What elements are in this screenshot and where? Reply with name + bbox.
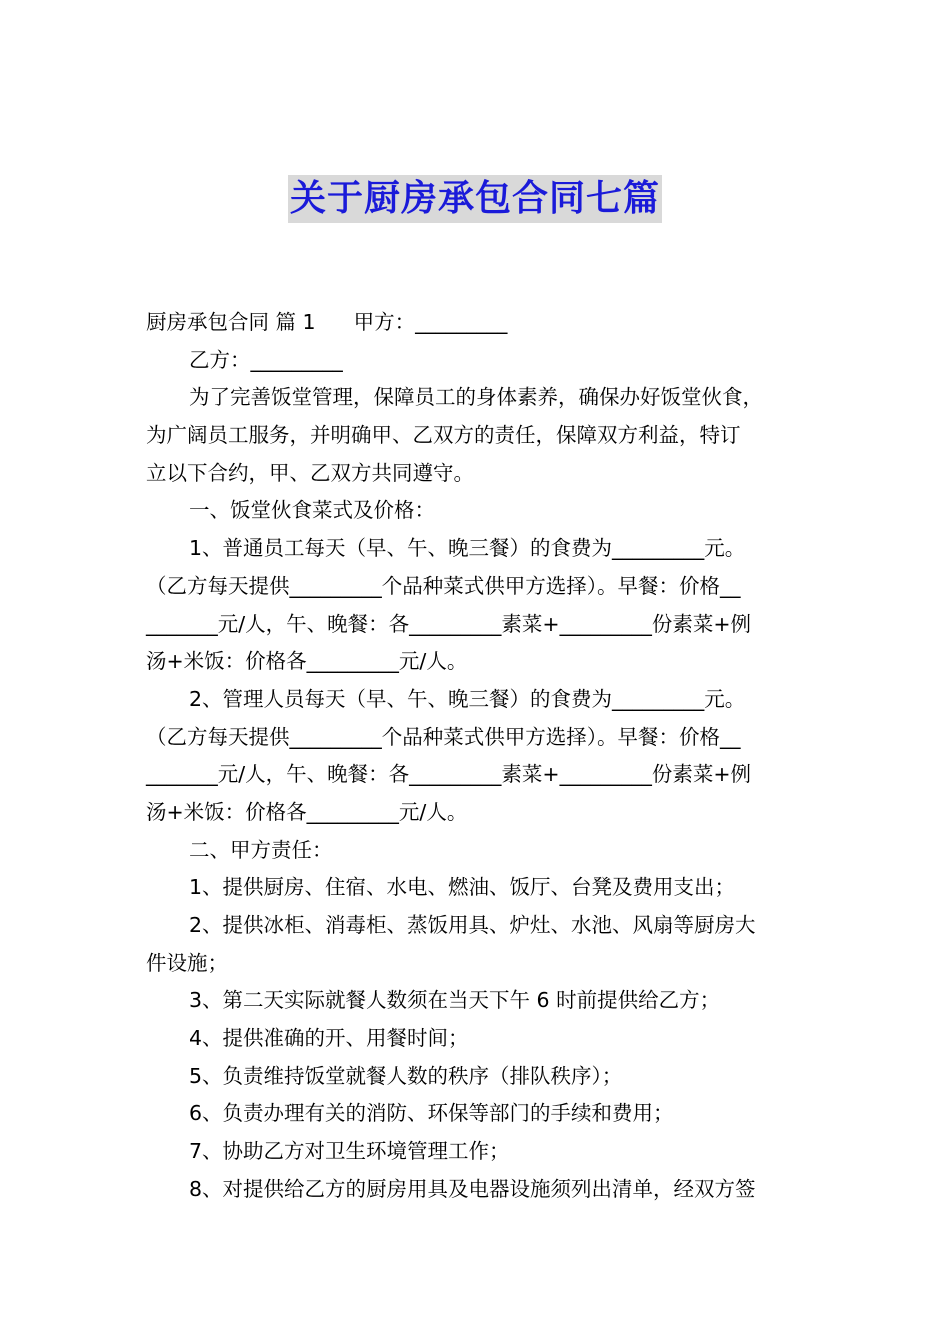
text-line: _______元/人，午、晚餐：各_________素菜+_________份素菜+例 <box>146 611 752 636</box>
text-line: 一、饭堂伙食菜式及价格： <box>189 498 435 523</box>
text-line: 7、协助乙方对卫生环境管理工作； <box>189 1139 510 1164</box>
text-line: 5、负责维持饭堂就餐人数的秩序（排队秩序）； <box>189 1063 623 1088</box>
text-line: 为广阔员工服务，并明确甲、乙双方的责任，保障双方利益，特订 <box>146 423 741 448</box>
text-line: 汤+米饭：价格各_________元/人。 <box>146 799 468 824</box>
title-container <box>0 175 950 223</box>
text-line: 8、对提供给乙方的厨房用具及电器设施须列出清单，经双方签 <box>189 1176 756 1201</box>
text-line: 2、提供冰柜、消毒柜、蒸饭用具、炉灶、水池、风扇等厨房大 <box>189 913 756 937</box>
paragraph-lines <box>146 342 814 1209</box>
text-line: 乙方：_________ <box>189 347 343 372</box>
text-line: 4、提供准确的开、用餐时间； <box>189 1026 469 1051</box>
party-a-field: 甲方：_________ <box>353 310 508 334</box>
text-line: 1、提供厨房、住宿、水电、燃油、饭厅、台凳及费用支出； <box>189 875 736 900</box>
text-line: 3、第二天实际就餐人数须在当天下午 6 时前提供给乙方； <box>189 988 721 1013</box>
document-body <box>146 304 814 1209</box>
text-line: （乙方每天提供_________个品种菜式供甲方选择）。早餐：价格__ <box>146 573 741 598</box>
document-title: 关于厨房承包合同七篇 <box>288 175 662 223</box>
text-line: 二、甲方责任： <box>189 837 333 862</box>
text-line: 立以下合约，甲、乙双方共同遵守。 <box>146 460 474 485</box>
text-line: 2、管理人员每天（早、午、晚三餐）的食费为_________元。 <box>189 686 746 711</box>
text-line: （乙方每天提供_________个品种菜式供甲方选择）。早餐：价格__ <box>146 724 741 749</box>
text-line: 汤+米饭：价格各_________元/人。 <box>146 649 468 674</box>
text-line: _______元/人，午、晚餐：各_________素菜+_________份素菜+例 <box>146 762 752 787</box>
text-line: 1、普通员工每天（早、午、晚三餐）的食费为_________元。 <box>189 536 746 561</box>
header-line <box>146 304 814 342</box>
text-line: 6、负责办理有关的消防、环保等部门的手续和费用； <box>189 1101 674 1126</box>
text-line: 件设施； <box>146 950 228 975</box>
section-title: 厨房承包合同 篇 1 <box>146 310 316 334</box>
text-line: 为了完善饭堂管理，保障员工的身体素养，确保办好饭堂伙食， <box>189 385 763 410</box>
